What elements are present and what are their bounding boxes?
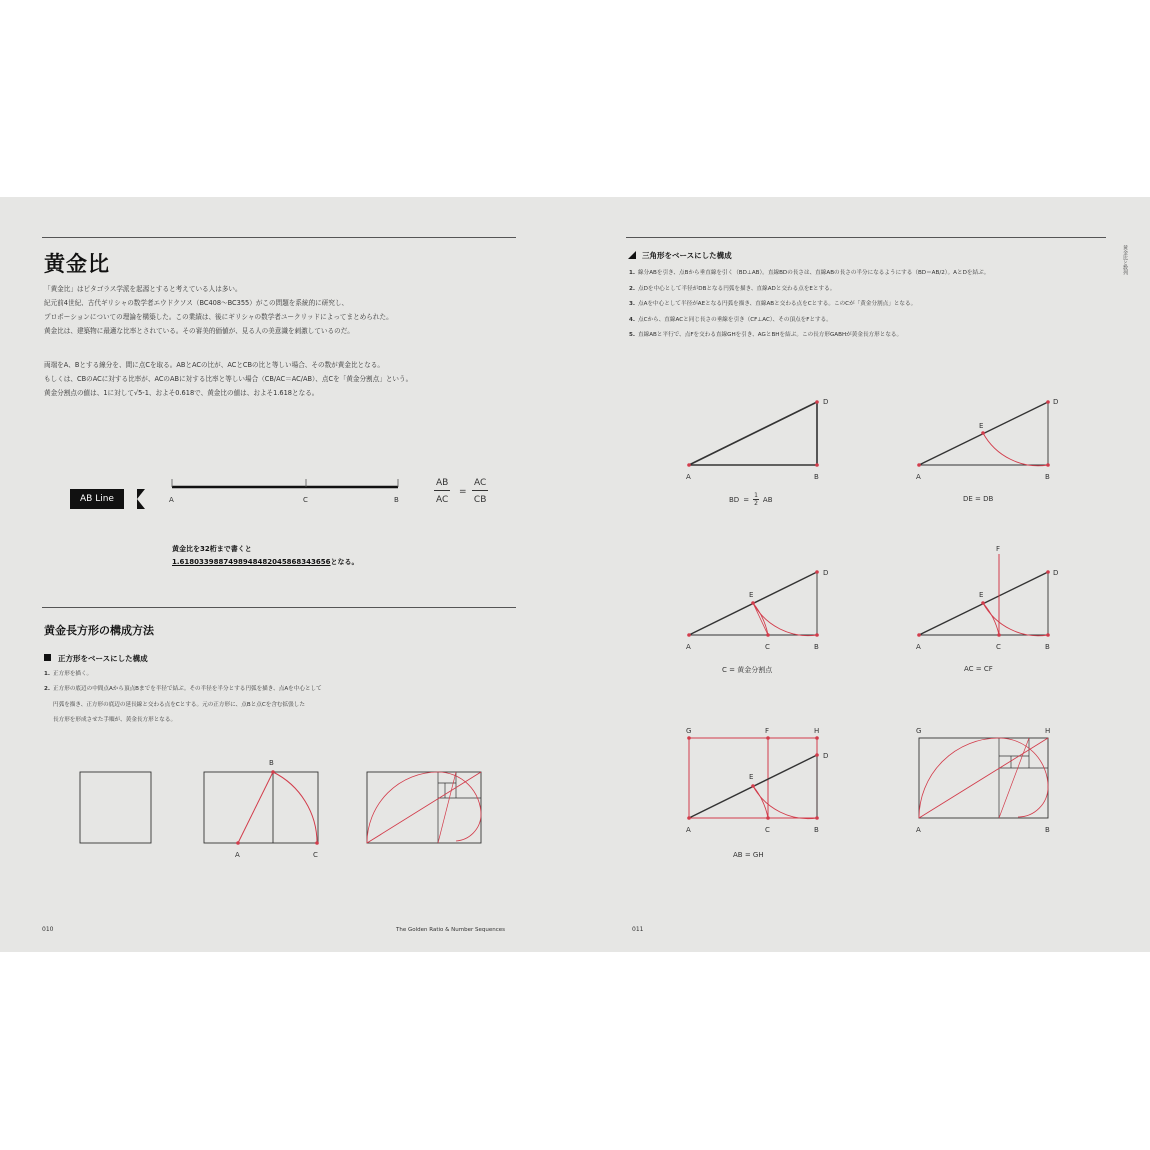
figure-point-label: B (1045, 643, 1050, 651)
figure-point-label: C (996, 643, 1001, 651)
figure-point-label: B (814, 643, 819, 651)
figure-point-label: G (686, 727, 692, 735)
label-c: C (313, 851, 318, 859)
figure-rectangle (204, 772, 318, 843)
definition-paragraph (44, 358, 412, 400)
caption-ac-cf: AC = CF (964, 665, 993, 673)
digits-tail: となる。 (330, 558, 359, 566)
figure-point-label: D (823, 752, 829, 760)
digits-lead: 黄金比を32桁まで書くと (172, 545, 252, 553)
label-c: C (303, 496, 308, 504)
section-title: 黄金長方形の構成方法 (44, 624, 154, 637)
page-number-left: 010 (42, 926, 54, 933)
definition-line: 両端をA、Bとする線分を、間に点Cを取る。ABとACの比が、ACとCBの比と等しい場合、その数が黄金比となる。 (44, 361, 384, 369)
page-number-right: 011 (632, 926, 644, 933)
figure-point-label: C (765, 643, 770, 651)
step-number: 3. (629, 301, 636, 308)
definition-line: もしくは、CBのACに対する比率が、ACのABに対する比率と等しい場合（CB/AC＝AC/AB）、点Cを「黄金分割点」という。 (44, 375, 413, 383)
ratio-left (434, 478, 450, 505)
step-text: 直線ABと平行で、点Fを交わる直線GHを引き、AGとBHを結ぶ。この長方形GABHが黄金長方形となる。 (638, 332, 903, 339)
ratio-right (472, 478, 488, 505)
caption-fraction (753, 492, 759, 507)
caption-part: = (743, 495, 750, 504)
ab-line-badge: AB Line (70, 489, 124, 509)
figure-point-label: A (916, 473, 921, 481)
caption-bd-half-ab (729, 492, 773, 507)
step-item (44, 698, 322, 713)
figure-point-label: A (916, 643, 921, 651)
figure-point-label: B (814, 473, 819, 481)
point-c (315, 841, 319, 845)
figure-point-label: G (916, 727, 922, 735)
figure-point-label: D (823, 569, 829, 577)
figure-point-label: D (1053, 398, 1059, 406)
intro-line: 黄金比は、建築物に最適な比率とされている。その審美的価値が、見る人の美意識を刺激しているのだ。 (44, 327, 354, 335)
step-number: 1. (629, 270, 636, 276)
step-item (629, 282, 989, 298)
step-text: 正方形を描く。 (53, 671, 93, 677)
step-item (44, 713, 322, 728)
intro-line: 「黄金比」はピタゴラス学派を起源とすると考えている人は多い。 (44, 285, 242, 293)
step-text: 円弧を描き、正方形の底辺の延長線と交わる点をCとする。元の正方形に、点Bと点Cを含む拡張した (53, 701, 305, 708)
figure-point-label: E (749, 773, 754, 781)
ratio-equals: = (459, 487, 467, 497)
step-number: 4. (629, 316, 636, 323)
digits-note (172, 543, 359, 569)
page-title: 黄金比 (44, 252, 110, 276)
intro-paragraph (44, 282, 393, 338)
figure-point-label: A (686, 473, 691, 481)
figure-point-label: D (1053, 569, 1059, 577)
step-number: 5. (629, 332, 636, 339)
golden-arc (273, 772, 317, 843)
definition-line: 黄金分割点の値は、1に対して√5-1、およそ0.618で、黄金比の値は、およそ1.618となる。 (44, 389, 319, 397)
golden-ratio-digits: 1.6180339887498948482045868343656 (172, 558, 331, 566)
triangle-steps (629, 266, 989, 344)
step-item (629, 297, 989, 313)
step-text: 長方形を形成させた手順が、黄金長方形となる。 (53, 717, 177, 724)
square-steps (44, 667, 322, 729)
figure-point-label: H (814, 727, 820, 735)
ratio-left-num: AB (434, 478, 450, 491)
subsection-triangle: 三角形をベースにした構成 (642, 251, 732, 260)
caption-de-db: DE = DB (963, 495, 994, 503)
triangle-construction-figures (640, 390, 1080, 870)
figure-point-label: A (686, 643, 691, 651)
subsection-square: 正方形をベースにした構成 (58, 654, 148, 663)
square-bullet-icon (44, 654, 51, 661)
caption-c-golden-point: C = 黄金分割点 (722, 666, 773, 674)
figure-point-label: F (765, 727, 770, 735)
step-item (44, 682, 322, 697)
figure-point-label: B (814, 826, 819, 834)
step-item (44, 667, 322, 682)
step-text: 点Cから、直線ACと同じ長さの垂線を引き（CF⊥AC）、その頂点をFとする。 (638, 316, 832, 323)
label-b: B (269, 759, 274, 767)
side-section-label: 黄金比と数列 (1122, 245, 1128, 275)
step-text: 線分ABを引き、点Bから垂直線を引く（BD⊥AB）。直線BDの長さは、直線ABの長さの半分になるようにする（BD＝AB/2）。AとDを結ぶ。 (638, 270, 990, 276)
digits-row (172, 556, 359, 569)
step-item (629, 266, 989, 282)
figure-point-label: E (979, 591, 984, 599)
radius-line (238, 772, 273, 843)
spiral-diagonal (367, 772, 481, 843)
caption-part: BD (729, 495, 740, 504)
step-number: 2. (44, 686, 51, 693)
running-footer: The Golden Ratio & Number Sequences (396, 927, 505, 933)
figure-point-label: H (1045, 727, 1051, 735)
intro-line: プロポーションについての理論を構築した。この業績は、後にギリシャの数学者ユークリッドによってまとめられた。 (44, 313, 393, 321)
triangle-bullet-icon (628, 251, 636, 259)
top-rule-right (626, 237, 1106, 238)
step-number: 2. (629, 285, 636, 292)
figure-point-label: E (979, 422, 984, 430)
top-rule-left (42, 237, 516, 238)
figure-point-label: D (823, 398, 829, 406)
point-a (236, 841, 240, 845)
step-text: 点Aを中心として半径がAEとなる円弧を描き、直線ABと交わる点をCとする。このCが「黄金分割点」となる。 (638, 301, 917, 308)
section-rule-left (42, 607, 516, 608)
label-b: B (394, 496, 399, 504)
label-a: A (169, 496, 174, 504)
figure-point-label: C (765, 826, 770, 834)
figure-point-label: E (749, 591, 754, 599)
figure-point-label: F (996, 545, 1001, 553)
point-b (271, 770, 275, 774)
step-item (629, 313, 989, 329)
step-number: 1. (44, 671, 51, 677)
ratio-right-den: CB (473, 495, 487, 505)
caption-num: 1 (754, 492, 758, 499)
intro-line: 紀元前4世紀、古代ギリシャの数学者エウドクソス（BC408〜BC355）がこの問題を系統的に研究し、 (44, 299, 349, 307)
step-text: 正方形の底辺の中間点Aから頂点Bまでを半径で結ぶ。その半径を半分とする円弧を描き、点Aを中心として (53, 686, 322, 693)
ab-line-figure (165, 475, 415, 509)
caption-ab-gh: AB = GH (733, 851, 764, 859)
step-text: 点Dを中心として半径がDBとなる円弧を描き、直線ADと交わる点をEとする。 (638, 285, 836, 292)
badge-flag-tail (137, 489, 145, 509)
ratio-left-den: AC (436, 495, 449, 505)
figure-square (80, 772, 151, 843)
figure-point-label: A (686, 826, 691, 834)
figure-point-label: A (916, 826, 921, 834)
caption-part: AB (762, 495, 773, 504)
figure-point-label: B (1045, 826, 1050, 834)
ratio-right-num: AC (472, 478, 488, 491)
square-construction-figures (70, 752, 500, 867)
step-item (629, 328, 989, 344)
caption-den: 2 (754, 500, 758, 507)
figure-point-label: B (1045, 473, 1050, 481)
label-a: A (235, 851, 240, 859)
